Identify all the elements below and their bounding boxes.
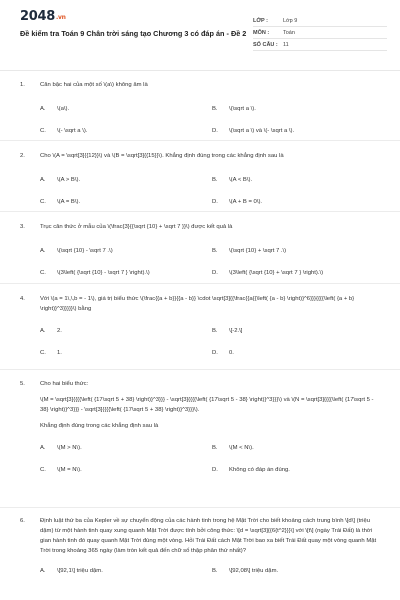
- expression-paragraph: \(M = \sqrt[3]{{{{\left( {17\sqrt 5 + 38} \right)}^3}}} - \sqrt[3]{{{{\left( {17\sqrt 5 - 38} \right)}^3}}}\) và \(N = \sqrt[3]{{{{\left( {17\sqrt 5 - 38} \right)}^3}}} - \sqrt[3]{{{{\left( {17\sqrt 5 + 38} \right)}^3}}}\).: [40, 397, 374, 413]
- option-text: \(3\left( {\sqrt {10} - \sqrt 7 } \right).\): [57, 270, 150, 276]
- options: [40, 104, 382, 134]
- question-3: [20, 222, 382, 276]
- options: [40, 326, 382, 356]
- option-a[interactable]: [40, 566, 210, 576]
- question-4: [20, 294, 382, 356]
- option-letter: B.: [212, 568, 218, 574]
- option-a[interactable]: [40, 326, 210, 336]
- option-letter: B.: [212, 248, 218, 254]
- logo-text: 2048: [20, 9, 55, 24]
- question-1: [20, 80, 382, 134]
- question-stem: Cho \(A = \sqrt[3]{{12}}\) và \(B = \sqrt[3]{{15}}\). Khẳng định đúng trong các khẳng định sau là: [40, 153, 284, 159]
- question-stem: Với \(a = 1\,\,b = - 1\), giá trị biểu thức \(\frac{{a + b}}{{a - b}} \cdot \sqrt[3]{{\frac{{a{{\left( {a - b} \right)}^6}}}{{{{\left( {a + b} \right)}^3}}}}}\) bằng: [40, 296, 355, 312]
- option-letter: D.: [212, 467, 218, 473]
- option-d[interactable]: [212, 197, 382, 207]
- options: [40, 566, 382, 588]
- option-text: \[-2.\]: [229, 328, 243, 334]
- options: [40, 175, 382, 205]
- option-letter: B.: [212, 328, 218, 334]
- question-stem: Căn bậc hai của một số \(a\) không âm là: [40, 82, 148, 88]
- option-text: \(A + B = 0\).: [229, 199, 263, 205]
- option-text: \(M = N\).: [57, 467, 82, 473]
- question-stem: Cho hai biểu thức:: [40, 381, 89, 387]
- document-title: Đề kiểm tra Toán 9 Chân trời sáng tạo Chương 3 có đáp án - Đề 2: [20, 29, 247, 38]
- option-d[interactable]: [212, 348, 382, 358]
- meta-key: SỐ CÂU :: [253, 41, 278, 48]
- option-b[interactable]: [212, 175, 382, 185]
- option-text: \(\sqrt a \) và \(- \sqrt a \).: [229, 128, 295, 134]
- option-text: \(\sqrt {10} + \sqrt 7 .\): [229, 248, 287, 254]
- option-letter: A.: [40, 248, 46, 254]
- option-text: \[92,1\] triệu dặm.: [57, 568, 103, 574]
- header-divider: [0, 70, 400, 71]
- option-letter: C.: [40, 128, 46, 134]
- question-divider: [0, 140, 400, 141]
- option-text: \(A > B\).: [57, 177, 81, 183]
- question-number: 6.: [20, 518, 25, 524]
- option-text: 2.: [57, 328, 62, 334]
- question-number: 1.: [20, 82, 25, 88]
- question-divider: [0, 507, 400, 508]
- option-text: Không có đáp án đúng.: [229, 467, 290, 473]
- option-a[interactable]: [40, 246, 210, 256]
- meta-key: LỚP :: [253, 17, 268, 24]
- option-letter: B.: [212, 106, 218, 112]
- option-d[interactable]: [212, 126, 382, 136]
- option-text: \(- \sqrt a \).: [57, 128, 88, 134]
- option-c[interactable]: [40, 348, 210, 358]
- option-c[interactable]: [40, 268, 210, 278]
- option-b[interactable]: [212, 246, 382, 256]
- meta-key: MÔN :: [253, 29, 270, 36]
- question-divider: [0, 211, 400, 212]
- meta-value: Toán: [283, 29, 295, 36]
- meta-value: Lớp 9: [283, 17, 298, 24]
- option-a[interactable]: [40, 104, 210, 114]
- option-letter: A.: [40, 177, 46, 183]
- question-stem: Trục căn thức ở mẫu của \(\frac{3}{{\sqrt {10} + \sqrt 7 }}\) được kết quả là: [40, 224, 233, 230]
- option-d[interactable]: [212, 465, 382, 475]
- option-letter: D.: [212, 350, 218, 356]
- option-b[interactable]: [212, 566, 382, 576]
- options: [40, 443, 382, 473]
- option-d[interactable]: [212, 268, 382, 278]
- option-text: \(A = B\).: [57, 199, 81, 205]
- option-text: \(M > N\).: [57, 445, 82, 451]
- option-letter: D.: [212, 270, 218, 276]
- option-text: \(A < B\).: [229, 177, 253, 183]
- option-letter: D.: [212, 199, 218, 205]
- meta-value: 11: [283, 41, 289, 48]
- question-2: [20, 151, 382, 205]
- option-text: \(\sqrt {10} - \sqrt 7 .\): [57, 248, 113, 254]
- meta-row-class: [253, 15, 387, 27]
- option-letter: C.: [40, 350, 46, 356]
- logo-suffix: .vn: [55, 14, 66, 21]
- meta-row-subject: [253, 27, 387, 39]
- question-number: 3.: [20, 224, 25, 230]
- option-letter: A.: [40, 106, 46, 112]
- question-stem: Định luật thứ ba của Kepler về sự chuyển động của các hành tinh trong hệ Mặt Trời cho biết khoảng cách trung bình \[d\] (triệu dặm) từ một hành tinh quay xung quanh Mặt Trời được tính bởi công thức: \[d = \sqrt[3]{{6{t^2}}}\] với \[t\] (ngày Trái Đất) là thời gian hành tinh đó quay quanh Mặt Trời đúng một vòng. Hỏi Trái Đất cách Mặt Trời bao xa biết Trái Đất quay một vòng quanh Mặt Trời trong khoảng 365 ngày (làm tròn kết quả đến chữ số thập phân thứ nhất)?: [40, 518, 377, 554]
- option-text: \(\sqrt a \).: [229, 106, 256, 112]
- instruction-paragraph: Khẳng định đúng trong các khẳng định sau là: [40, 423, 159, 429]
- option-text: \(a\).: [57, 106, 70, 112]
- question-divider: [0, 369, 400, 370]
- option-text: \(3\left( {\sqrt {10} + \sqrt 7 } \right).\): [229, 270, 324, 276]
- option-a[interactable]: [40, 443, 210, 453]
- option-letter: C.: [40, 270, 46, 276]
- option-a[interactable]: [40, 175, 210, 185]
- option-c[interactable]: [40, 126, 210, 136]
- options: [40, 246, 382, 276]
- option-b[interactable]: [212, 443, 382, 453]
- option-text: 0.: [229, 350, 234, 356]
- question-6: [20, 516, 382, 588]
- option-c[interactable]: [40, 465, 210, 475]
- option-letter: C.: [40, 199, 46, 205]
- option-letter: A.: [40, 328, 46, 334]
- option-text: 1.: [57, 350, 62, 356]
- option-b[interactable]: [212, 104, 382, 114]
- question-5: [20, 379, 382, 473]
- question-number: 2.: [20, 153, 25, 159]
- option-text: \(M < N\).: [229, 445, 254, 451]
- site-logo[interactable]: [20, 9, 66, 24]
- option-letter: B.: [212, 445, 218, 451]
- option-b[interactable]: [212, 326, 382, 336]
- question-number: 4.: [20, 296, 25, 302]
- meta-table: [253, 15, 387, 51]
- meta-row-count: [253, 39, 387, 51]
- option-letter: A.: [40, 568, 46, 574]
- option-letter: A.: [40, 445, 46, 451]
- question-number: 5.: [20, 381, 25, 387]
- question-divider: [0, 283, 400, 284]
- option-letter: B.: [212, 177, 218, 183]
- option-c[interactable]: [40, 197, 210, 207]
- option-text: \[92,08\] triệu dặm.: [229, 568, 279, 574]
- option-letter: C.: [40, 467, 46, 473]
- option-letter: D.: [212, 128, 218, 134]
